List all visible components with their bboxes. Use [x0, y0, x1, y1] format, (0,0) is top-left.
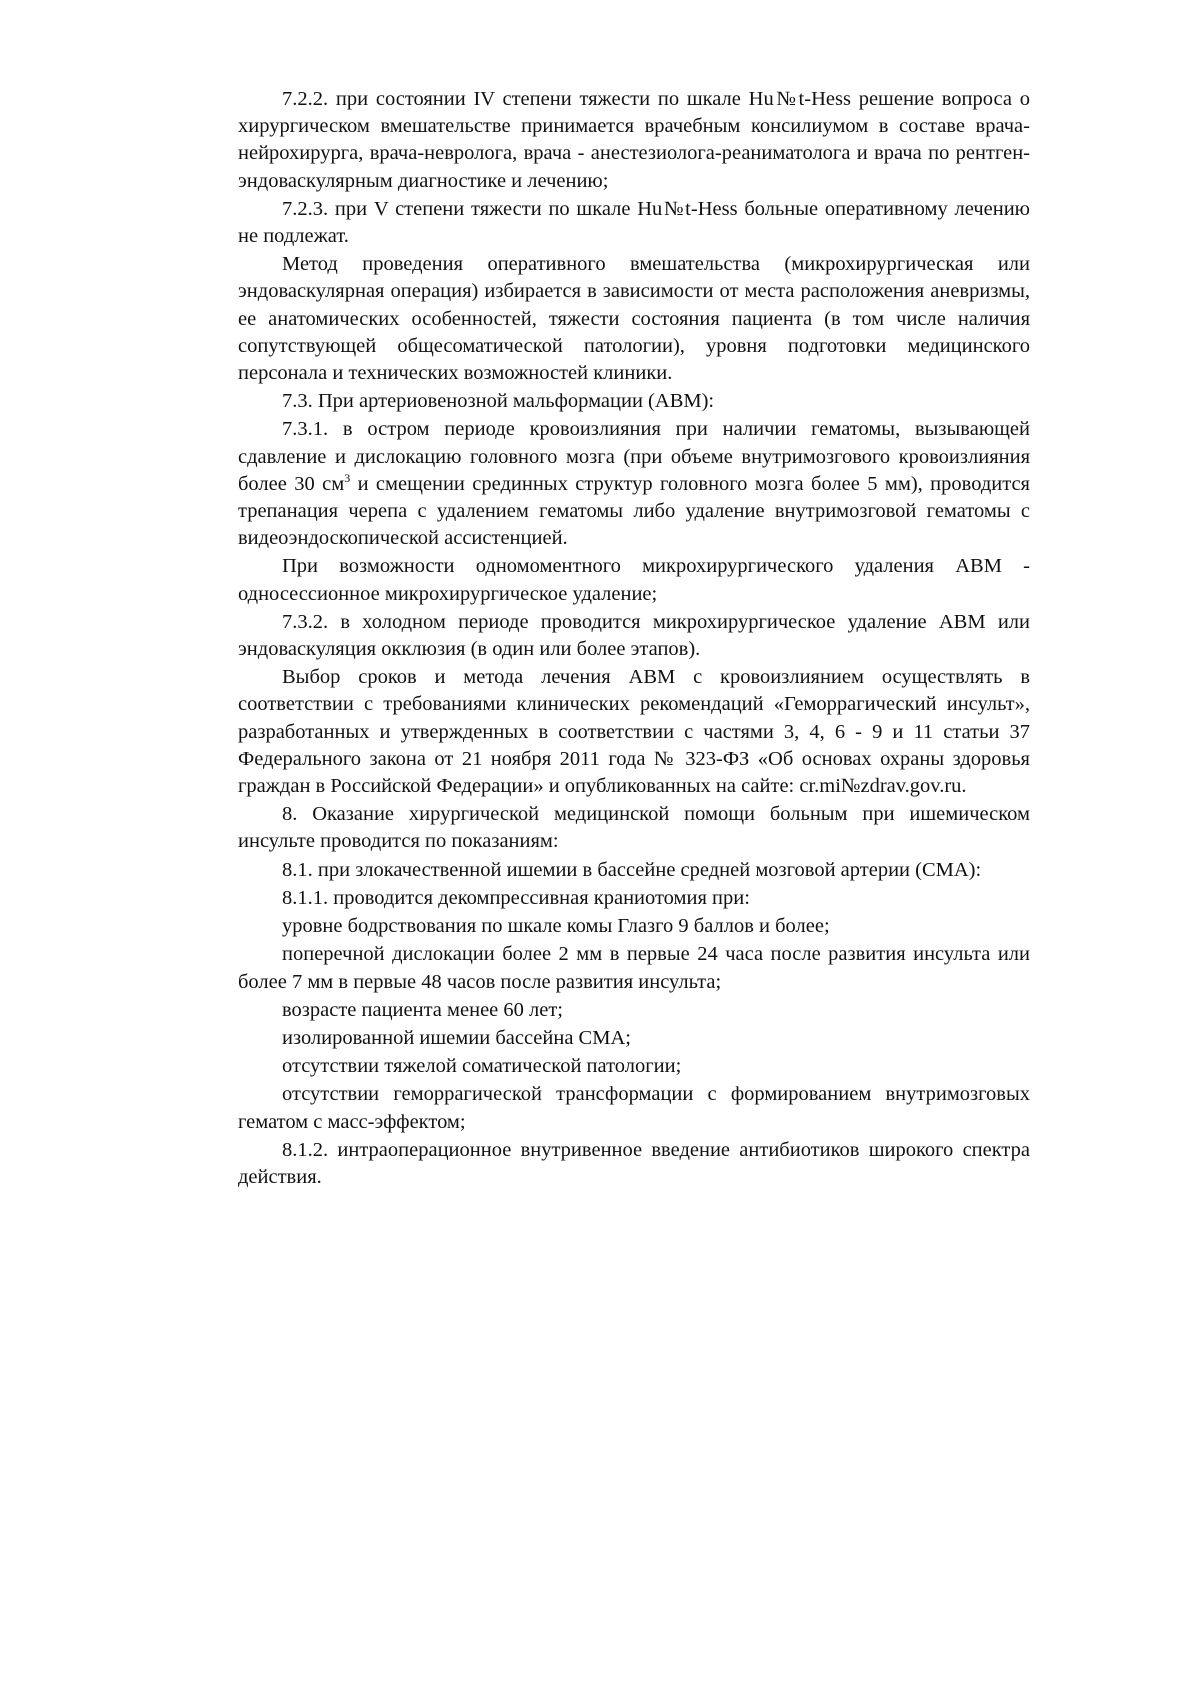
paragraph-7-3-1-part1: 7.3.1. в остром периоде кровоизлияния при наличии гематомы, вызывающей сдавление и дислокацию головного мозга (при объеме внутримозгового кровоизлияния более 30 см — [238, 418, 1030, 495]
paragraph-7-2-3: 7.2.3. при V степени тяжести по шкале Hu№t-Hess больные оперативному лечению не подлежат. — [238, 197, 1030, 248]
paragraph-7-2-2: 7.2.2. при состоянии IV степени тяжести по шкале Hu№t-Hess решение вопроса о хирургическом вмешательстве принимается врачебным консилиумом в составе врача-нейрохирурга, врача-невролога, врача - анестезиолога-реаниматолога и врача по рентген-эндоваскулярным диагностике и лечению; — [238, 88, 1030, 192]
paragraph-8-1: 8.1. при злокачественной ишемии в бассейне средней мозговой артерии (СМА): — [282, 858, 982, 881]
list-item-age: возрасте пациента менее 60 лет; — [282, 998, 564, 1021]
paragraph-8-1-1: 8.1.1. проводится декомпрессивная краниотомия при: — [282, 886, 750, 909]
paragraph-7-3-1-part2: и смещении срединных структур головного мозга более 5 мм), проводится трепанация черепа с удалением гематомы либо удаление внутримозговой гематомы с видеоэндоскопической ассистенцией. — [238, 472, 1030, 550]
list-item-isolated: изолированной ишемии бассейна СМА; — [282, 1026, 631, 1049]
paragraph-7-3: 7.3. При артериовенозной мальформации (АВМ): — [282, 390, 715, 413]
paragraph-7-3-1 — [238, 416, 1030, 552]
list-item-somatic: отсутствии тяжелой соматической патологии; — [282, 1055, 682, 1078]
list-item-dislocation: поперечной дислокации более 2 мм в первые 24 часа после развития инсульта или более 7 мм в первые 48 часов после развития инсульта; — [238, 943, 1030, 993]
list-item-hemorrhagic: отсутствии геморрагической трансформации с формированием внутримозговых гематом с масс-эффектом; — [238, 1083, 1030, 1133]
paragraph-7-3-2: 7.3.2. в холодном периоде проводится микрохирургическое удаление АВМ или эндоваскуляция окклюзия (в один или более этапов). — [238, 610, 1030, 661]
paragraph-one-stage: При возможности одномоментного микрохирургического удаления АВМ - односессионное микрохирургическое удаление; — [238, 555, 1030, 605]
paragraph-method: Метод проведения оперативного вмешательства (микрохирургическая или эндоваскулярная операция) избирается в зависимости от места расположения аневризмы, ее анатомических особенностей, тяжести состояния пациента (в том числе наличия сопутствующей общесоматической патологии), уровня подготовки медицинского персонала и технических возможностей клиники. — [238, 253, 1030, 385]
document-page — [238, 86, 1030, 1192]
paragraph-choice: Выбор сроков и метода лечения АВМ с кровоизлиянием осуществлять в соответствии с требованиями клинических рекомендаций «Геморрагический инсульт», разработанных и утвержденных в соответствии с частями 3, 4, 6 - 9 и 11 статьи 37 Федерального закона от 21 ноября 2011 года № 323-ФЗ «Об основах охраны здоровья граждан в Российской Федерации» и опубликованных на сайте: cr.mi№zdrav.gov.ru. — [238, 666, 1030, 798]
paragraph-8: 8. Оказание хирургической медицинской помощи больным при ишемическом инсульте проводится по показаниям: — [238, 803, 1030, 853]
superscript-cubic: 3 — [344, 471, 351, 486]
paragraph-8-1-2: 8.1.2. интраоперационное внутривенное введение антибиотиков широкого спектра действия. — [238, 1138, 1030, 1188]
list-item-glasgow: уровне бодрствования по шкале комы Глазго 9 баллов и более; — [282, 915, 830, 938]
